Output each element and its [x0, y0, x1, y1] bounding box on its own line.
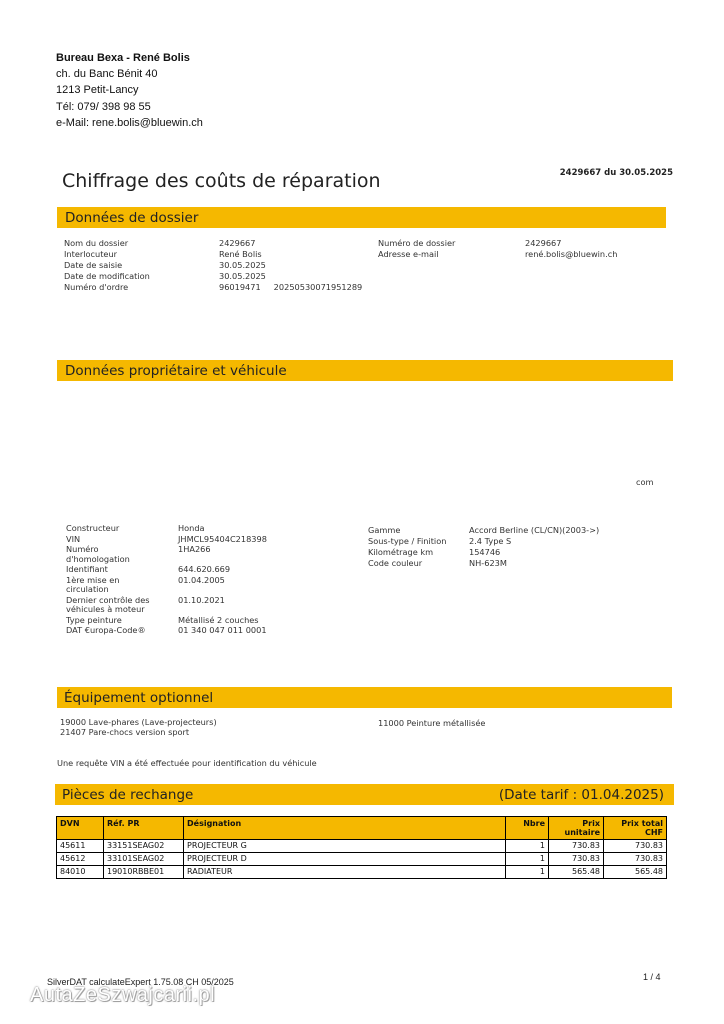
section-title-owner-vehicle: Données propriétaire et véhicule [65, 363, 287, 379]
field-label: Nom du dossier [64, 238, 129, 248]
field-row [64, 260, 362, 271]
section-header-dossier [57, 207, 666, 228]
field-row [378, 238, 617, 249]
field-label: Interlocuteur [64, 249, 117, 259]
col-total-price: Prix total CHF [604, 817, 667, 840]
cell-qty: 1 [506, 840, 549, 853]
table-row [57, 853, 667, 866]
office-street: ch. du Banc Bénit 40 [56, 68, 158, 81]
field-row [66, 535, 267, 545]
document-title: Chiffrage des coûts de réparation [62, 170, 381, 192]
field-label: Gamme [368, 525, 401, 535]
field-value: 1HA266 [178, 544, 211, 554]
field-row [66, 616, 267, 626]
field-value: René Bolis [219, 249, 262, 259]
field-label: Dernier contrôle des véhicules à moteur [66, 594, 150, 614]
field-value: 01 340 047 011 0001 [178, 625, 267, 635]
tariff-date: (Date tarif : 01.04.2025) [498, 787, 664, 803]
field-row [66, 576, 267, 595]
col-ref: Réf. PR [104, 817, 184, 840]
software-footer: SilverDAT calculateExpert 1.75.08 CH 05/2025 [47, 977, 234, 987]
field-value: 644.620.669 [178, 564, 231, 574]
cell-total: 565.48 [604, 866, 667, 879]
field-label: Kilométrage km [368, 547, 434, 557]
field-row [368, 525, 599, 536]
cell-dvn: 45611 [57, 840, 104, 853]
field-label: Date de saisie [64, 260, 123, 270]
section-header-equipment [57, 687, 672, 708]
vehicle-right-fields [368, 525, 599, 569]
field-value: 01.10.2021 [178, 594, 225, 605]
field-row [64, 249, 362, 260]
office-city: 1213 Petit-Lancy [56, 84, 139, 97]
section-title-dossier: Données de dossier [65, 210, 199, 226]
field-value: JHMCL95404C218398 [178, 533, 267, 544]
field-row [64, 271, 362, 282]
field-label: Sous-type / Finition [368, 536, 447, 546]
cell-qty: 1 [506, 866, 549, 879]
equipment-left-list [60, 718, 217, 737]
field-value: NH-623M [469, 558, 507, 568]
cell-designation: PROJECTEUR D [184, 853, 506, 866]
field-row [66, 545, 267, 564]
office-phone: Tél: 079/ 398 98 55 [56, 100, 151, 113]
field-label: Type peinture [66, 614, 122, 625]
cell-unit: 565.48 [549, 866, 604, 879]
section-title-equipment: Équipement optionnel [64, 690, 214, 706]
field-value: 2.4 Type S [469, 536, 512, 546]
field-label: Identifiant [66, 564, 108, 574]
equipment-right-list [378, 718, 485, 729]
table-row [57, 866, 667, 879]
section-title-parts: Pièces de rechange [62, 787, 194, 803]
field-label: Adresse e-mail [378, 249, 439, 259]
cell-unit: 730.83 [549, 853, 604, 866]
field-value: rené.bolis@bluewin.ch [525, 249, 618, 259]
vehicle-left-fields [66, 524, 267, 637]
field-row [66, 626, 267, 636]
col-unit-price: Prix unitaire [549, 817, 604, 840]
section-header-owner-vehicle [57, 360, 673, 381]
field-row [368, 558, 599, 569]
cell-ref: 33101SEAG02 [104, 853, 184, 866]
field-row [378, 249, 617, 260]
field-value: Métallisé 2 couches [178, 614, 259, 625]
cell-designation: RADIATEUR [184, 866, 506, 879]
parts-table [56, 816, 667, 879]
field-value: 01.04.2005 [178, 574, 225, 585]
office-address [56, 50, 203, 131]
cell-qty: 1 [506, 853, 549, 866]
field-row [64, 238, 362, 249]
table-row [57, 840, 667, 853]
col-designation: Désignation [184, 817, 506, 840]
parts-table-header [57, 817, 667, 840]
field-value: 154746 [469, 547, 501, 557]
dossier-right-fields [378, 238, 617, 260]
cell-total: 730.83 [604, 853, 667, 866]
field-label: VIN [66, 533, 81, 544]
dossier-left-fields [64, 238, 362, 293]
field-label: Code couleur [368, 558, 423, 568]
col-qty: Nbre [506, 817, 549, 840]
stray-text: com [636, 477, 654, 487]
field-value: 2429667 [219, 238, 256, 248]
cell-total: 730.83 [604, 840, 667, 853]
field-label: Constructeur [66, 523, 120, 533]
field-row [368, 536, 599, 547]
equipment-item: 19000 Lave-phares (Lave-projecteurs) [60, 717, 217, 727]
field-value: 2429667 [525, 238, 562, 248]
cell-ref: 33151SEAG02 [104, 840, 184, 853]
watermark: AutaZeSzwajcarii.pl [30, 984, 216, 1006]
office-name: Bureau Bexa - René Bolis [56, 52, 190, 64]
section-header-parts [55, 784, 674, 805]
field-value: Accord Berline (CL/CN)(2003->) [469, 525, 600, 535]
field-label: Numéro d'homologation [66, 544, 130, 564]
field-label: Numéro d'ordre [64, 282, 129, 292]
field-label: Numéro de dossier [378, 238, 456, 248]
office-email: e-Mail: rene.bolis@bluewin.ch [56, 116, 203, 129]
cell-ref: 19010RBBE01 [104, 866, 184, 879]
page-number: 1 / 4 [643, 972, 661, 982]
field-label: DAT €uropa-Code® [66, 625, 146, 635]
field-row [66, 524, 267, 534]
vin-note: Une requête VIN a été effectuée pour identification du véhicule [57, 758, 317, 768]
equipment-item: 21407 Pare-chocs version sport [60, 726, 190, 737]
field-row [368, 547, 599, 558]
equipment-item: 11000 Peinture métallisée [378, 718, 486, 728]
col-dvn: DVN [57, 817, 104, 840]
field-row [66, 596, 267, 615]
field-row [66, 565, 267, 575]
field-value: 30.05.2025 [219, 271, 266, 281]
field-value: 30.05.2025 [219, 260, 266, 270]
field-value: Honda [178, 523, 205, 533]
cell-dvn: 84010 [57, 866, 104, 879]
document-reference: 2429667 du 30.05.2025 [559, 168, 673, 178]
field-label: Date de modification [64, 271, 150, 281]
field-label: 1ère mise en circulation [66, 574, 120, 594]
cell-dvn: 45612 [57, 853, 104, 866]
cell-designation: PROJECTEUR G [184, 840, 506, 853]
field-value: 96019471 20250530071951289 [219, 282, 363, 292]
cell-unit: 730.83 [549, 840, 604, 853]
field-row [64, 282, 362, 293]
